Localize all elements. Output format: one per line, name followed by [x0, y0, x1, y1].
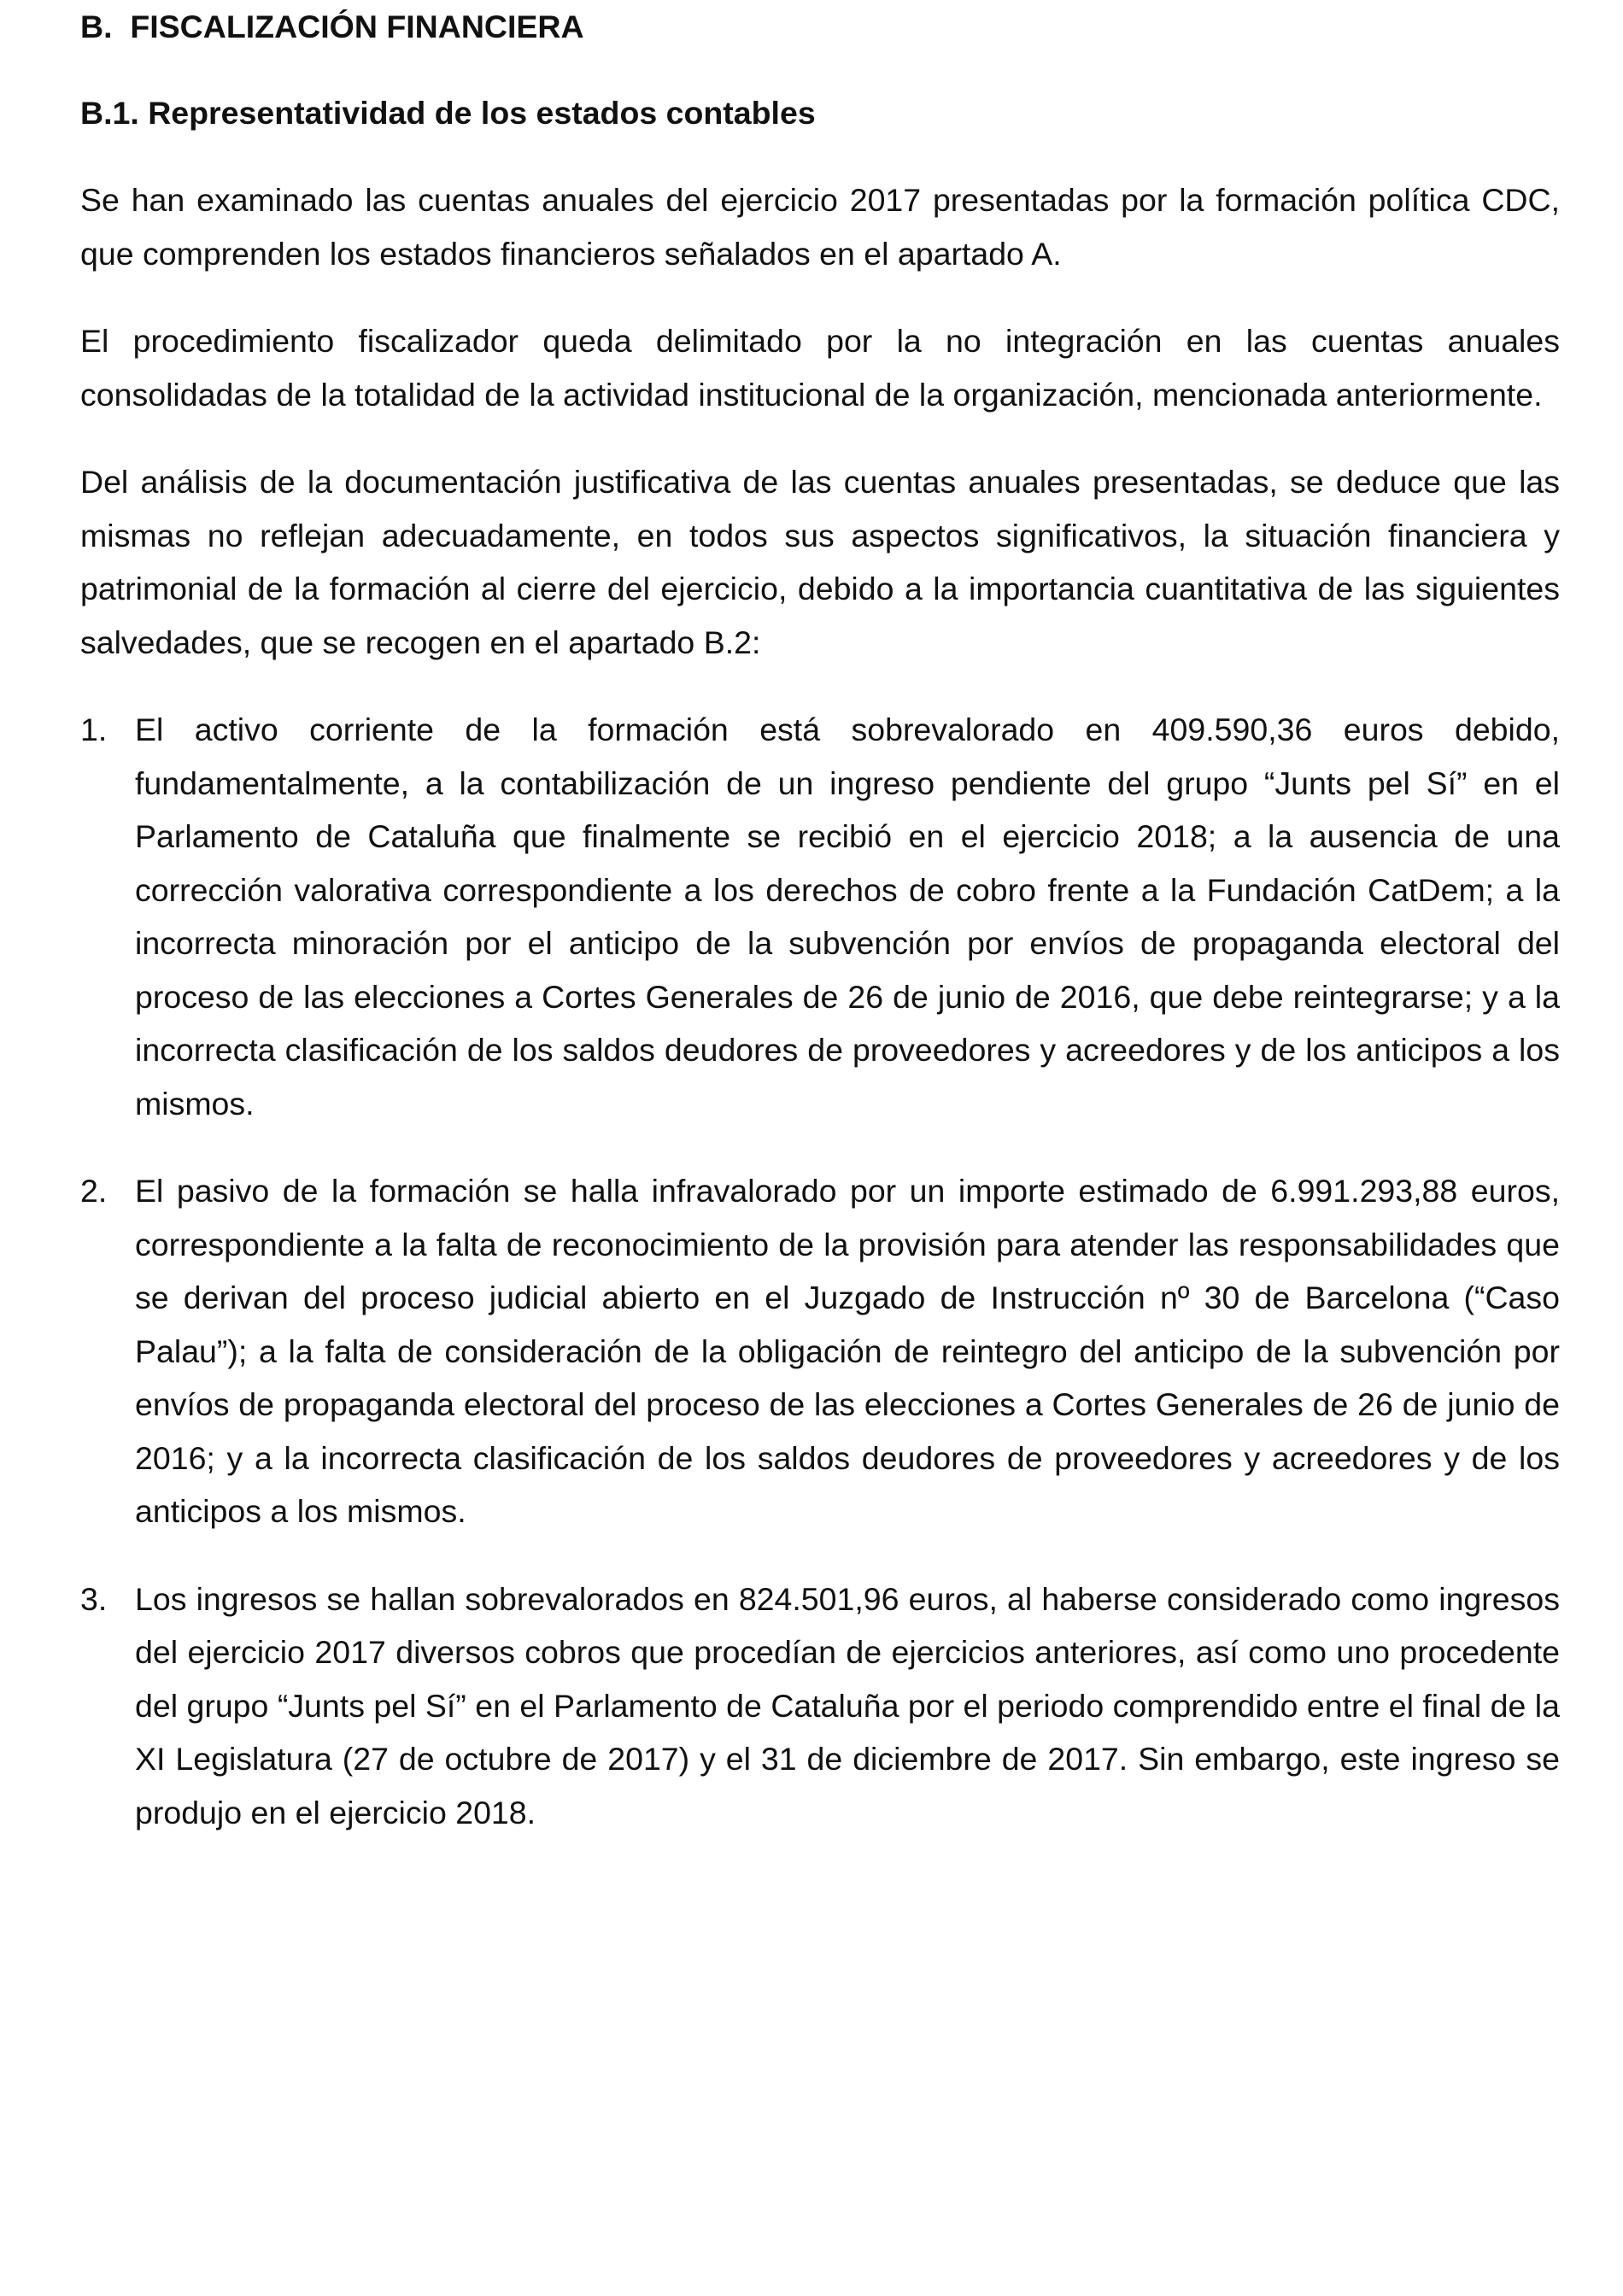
spacer — [80, 1130, 1560, 1164]
document-page — [80, 0, 1560, 1839]
spacer — [80, 669, 1560, 703]
paragraph-procedure-scope: El procedimiento fiscalizador queda delimitado por la no integración en las cuentas anuales consolidadas de la totalidad de la actividad institucional de la organización, mencionada anteriormente. — [80, 323, 1560, 413]
subsection-heading: B.1. Representatividad de los estados contables — [80, 94, 816, 131]
paragraph-analysis-conclusion: Del análisis de la documentación justificativa de las cuentas anuales presentadas, se deduce que las mismas no reflejan adecuadamente, en todos sus aspectos significativos, la situación financiera y patrimonial de la formación al cierre del ejercicio, debido a la importancia cuantitativa de las siguientes salvedades, que se recogen en el apartado B.2: — [80, 464, 1560, 660]
paragraph-examined-accounts: Se han examinado las cuentas anuales del ejercicio 2017 presentadas por la formación política CDC, que comprenden los estados financieros señalados en el apartado A. — [80, 182, 1560, 272]
list-item-number: 2. — [80, 1173, 108, 1209]
spacer — [80, 1538, 1560, 1573]
spacer — [80, 280, 1560, 314]
list-item-text: El pasivo de la formación se halla infravalorado por un importe estimado de 6.991.293,88 euros, correspondiente a la falta de reconocimiento de la provisión para atender las responsabilidades que se derivan del proceso judicial abierto en el Juzgado de Instrucción nº 30 de Barcelona (“Caso Palau”); a la falta de consideración de la obligación de reintegro del anticipo de la subvención por envíos de propaganda electoral del proceso de las elecciones a Cortes Generales de 26 de junio de 2016; y a la incorrecta clasificación de los saldos deudores de proveedores y acreedores y de los anticipos a los mismos. — [135, 1173, 1560, 1529]
list-item-text: Los ingresos se hallan sobrevalorados en 824.501,96 euros, al haberse considerado como ingresos del ejercicio 2017 diversos cobros que procedían de ejercicios anteriores, así como uno procedente del grupo “Junts pel Sí” en el Parlamento de Cataluña por el periodo comprendido entre el final de la XI Legislatura (27 de octubre de 2017) y el 31 de diciembre de 2017. Sin embargo, este ingreso se produjo en el ejercicio 2018. — [135, 1580, 1560, 1830]
list-item-number: 3. — [80, 1580, 108, 1617]
qualifications-list — [80, 703, 1560, 1839]
list-item — [80, 703, 1560, 1130]
section-heading — [80, 0, 1560, 54]
spacer — [80, 421, 1560, 455]
list-item — [80, 1164, 1560, 1538]
list-item-number: 1. — [80, 712, 108, 747]
list-item-text: El activo corriente de la formación está sobrevalorado en 409.590,36 euros debido, fundamentalmente, a la contabilización de un ingreso pendiente del grupo “Junts pel Sí” en el Parlamento de Cataluña que finalmente se recibió en el ejercicio 2018; a la ausencia de una corrección valorativa correspondiente a los derechos de cobro frente a la Fundación CatDem; a la incorrecta minoración por el anticipo de la subvención por envíos de propaganda electoral del proceso de las elecciones a Cortes Generales de 26 de junio de 2016, que debe reintegrarse; y a la incorrecta clasificación de los saldos deudores de proveedores y acreedores y de los anticipos a los mismos. — [135, 712, 1560, 1122]
section-title: FISCALIZACIÓN FINANCIERA — [130, 9, 584, 44]
section-label: B. — [80, 9, 113, 44]
list-item — [80, 1573, 1560, 1840]
spacer — [80, 139, 1560, 173]
